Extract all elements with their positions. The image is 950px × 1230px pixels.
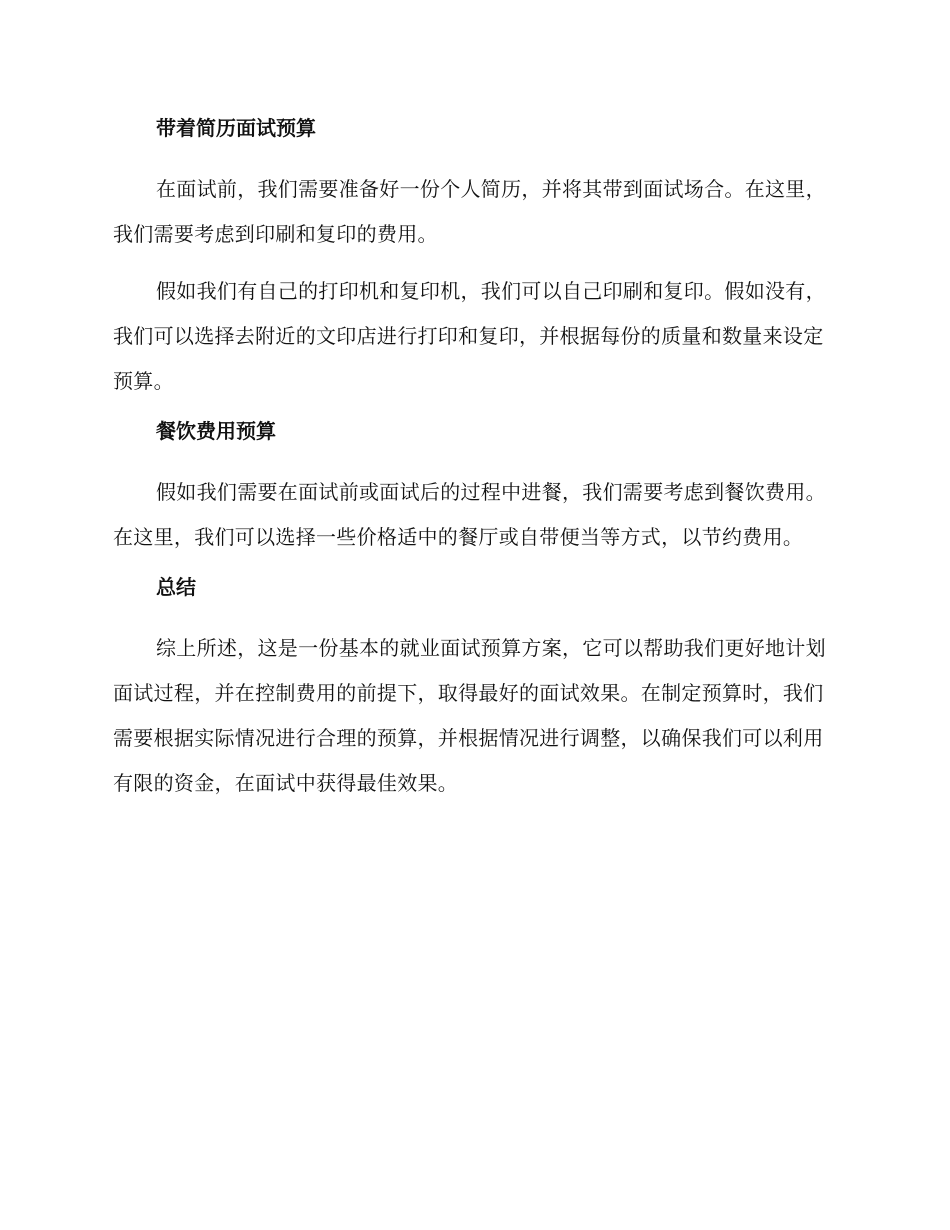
paragraph-resume-printing-cost: 在面试前，我们需要准备好一份个人简历，并将其带到面试场合。在这里，我们需要考虑到印刷和复印的费用。 xyxy=(113,177,826,246)
paragraph-summary: 综上所述，这是一份基本的就业面试预算方案，它可以帮助我们更好地计划面试过程，并在控制费用的前提下，取得最好的面试效果。在制定预算时，我们需要根据实际情况进行合理的预算，并根据情况进行调整，以确保我们可以利用有限的资金，在面试中获得最佳效果。 xyxy=(113,636,826,795)
section-heading-resume-budget: 带着简历面试预算 xyxy=(156,116,316,140)
paragraph-printer-options: 假如我们有自己的打印机和复印机，我们可以自己印刷和复印。假如没有，我们可以选择去附近的文印店进行打印和复印，并根据每份的质量和数量来设定预算。 xyxy=(113,279,826,393)
section-heading-summary: 总结 xyxy=(156,575,196,599)
section-heading-meal-budget: 餐饮费用预算 xyxy=(156,419,276,443)
paragraph-meal-cost: 假如我们需要在面试前或面试后的过程中进餐，我们需要考虑到餐饮费用。在这里，我们可以选择一些价格适中的餐厅或自带便当等方式，以节约费用。 xyxy=(113,480,826,549)
